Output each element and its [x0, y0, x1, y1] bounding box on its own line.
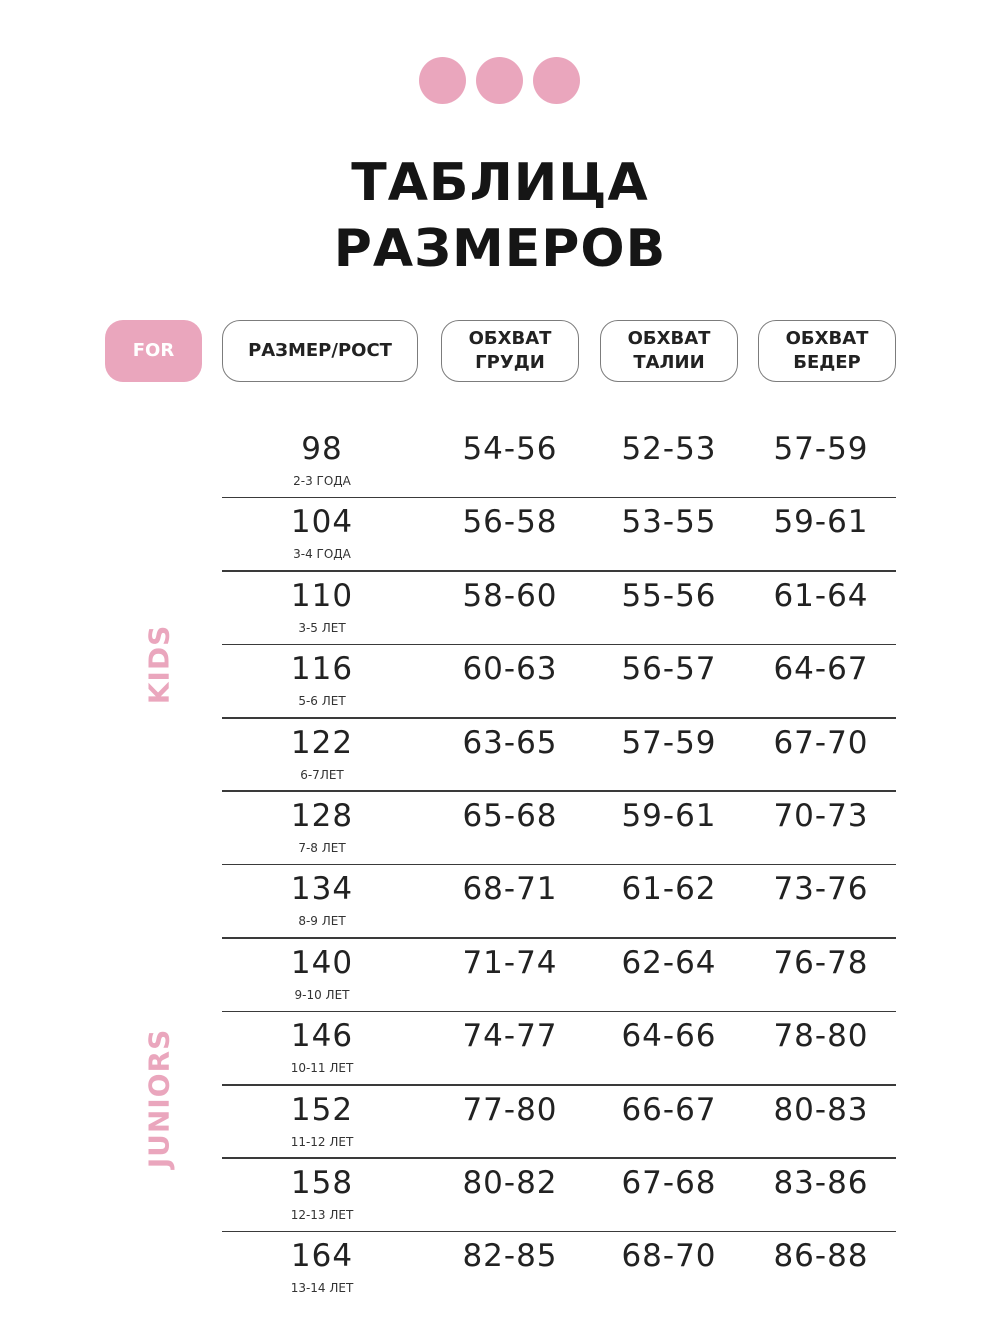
- size-value: 164: [290, 1238, 354, 1275]
- page-title-line1: ТАБЛИЦА: [351, 153, 649, 213]
- chest-value: 63-65: [462, 724, 558, 761]
- header-hips-line2: БЕДЕР: [793, 352, 861, 373]
- table-row: [222, 792, 896, 865]
- age-range: 6-7ЛЕТ: [300, 767, 344, 782]
- chest-value: 58-60: [462, 577, 558, 614]
- age-range: 13-14 ЛЕТ: [290, 1281, 354, 1296]
- table-row: [222, 1232, 896, 1305]
- size-value: 110: [290, 577, 354, 614]
- header-chest-line1: ОБХВАТ: [468, 328, 552, 349]
- size-value: 98: [301, 431, 343, 467]
- table-row: [222, 1159, 896, 1232]
- header-hips: [758, 320, 896, 382]
- table-row: [222, 865, 896, 938]
- age-range: 9-10 ЛЕТ: [294, 987, 350, 1002]
- waist-value: 53-55: [621, 504, 717, 541]
- waist-value: 52-53: [621, 431, 717, 467]
- hips-value: 59-61: [773, 504, 869, 541]
- chest-value: 74-77: [462, 1018, 558, 1055]
- size-value: 152: [290, 1091, 354, 1128]
- age-range: 3-4 ГОДА: [293, 547, 351, 562]
- side-label-juniors: JUNIORS: [142, 1028, 176, 1169]
- table-row: [222, 1012, 896, 1085]
- header-waist-line1: ОБХВАТ: [627, 328, 711, 349]
- age-range: 11-12 ЛЕТ: [290, 1134, 354, 1149]
- header-waist: [600, 320, 738, 382]
- decorative-dots: [419, 57, 580, 104]
- chest-value: 68-71: [462, 871, 558, 908]
- age-range: 2-3 ГОДА: [293, 474, 351, 488]
- waist-value: 61-62: [621, 871, 717, 908]
- hips-value: 76-78: [773, 944, 869, 981]
- side-label-kids: KIDS: [142, 624, 176, 705]
- hips-value: 67-70: [773, 724, 869, 761]
- hips-value: 80-83: [773, 1091, 869, 1128]
- size-value: 122: [290, 724, 354, 761]
- chest-value: 54-56: [462, 431, 558, 467]
- hips-value: 61-64: [773, 577, 869, 614]
- waist-value: 62-64: [621, 944, 717, 981]
- page-title: [0, 150, 1000, 282]
- age-range: 3-5 ЛЕТ: [298, 620, 346, 635]
- chest-value: 82-85: [462, 1238, 558, 1275]
- size-table: [222, 425, 896, 1306]
- waist-value: 56-57: [621, 651, 717, 688]
- hips-value: 73-76: [773, 871, 869, 908]
- waist-value: 57-59: [621, 724, 717, 761]
- waist-value: 55-56: [621, 577, 717, 614]
- size-value: 116: [290, 651, 354, 688]
- hips-value: 78-80: [773, 1018, 869, 1055]
- chest-value: 80-82: [462, 1164, 558, 1201]
- age-range: 8-9 ЛЕТ: [298, 914, 346, 929]
- size-value: 158: [290, 1164, 354, 1201]
- hips-value: 83-86: [773, 1164, 869, 1201]
- hips-value: 86-88: [773, 1238, 869, 1275]
- header-size-height: РАЗМЕР/РОСТ: [222, 320, 418, 382]
- size-value: 140: [290, 944, 354, 981]
- table-row: [222, 645, 896, 718]
- size-value: 104: [290, 504, 354, 541]
- waist-value: 67-68: [621, 1164, 717, 1201]
- table-row: [222, 425, 896, 498]
- page-title-line2: РАЗМЕРОВ: [333, 219, 667, 279]
- table-row: [222, 498, 896, 571]
- dot-icon: [419, 57, 466, 104]
- chest-value: 65-68: [462, 797, 558, 834]
- waist-value: 68-70: [621, 1238, 717, 1275]
- size-value: 128: [290, 797, 354, 834]
- age-range: 7-8 ЛЕТ: [298, 840, 346, 855]
- table-row: [222, 719, 896, 792]
- age-range: 5-6 ЛЕТ: [298, 694, 346, 709]
- dot-icon: [533, 57, 580, 104]
- waist-value: 66-67: [621, 1091, 717, 1128]
- hips-value: 57-59: [773, 431, 869, 467]
- hips-value: 64-67: [773, 651, 869, 688]
- size-value: 134: [290, 871, 354, 908]
- header-chest: [441, 320, 579, 382]
- header-for: FOR: [105, 320, 202, 382]
- dot-icon: [476, 57, 523, 104]
- waist-value: 64-66: [621, 1018, 717, 1055]
- chest-value: 77-80: [462, 1091, 558, 1128]
- age-range: 12-13 ЛЕТ: [290, 1207, 354, 1222]
- header-chest-line2: ГРУДИ: [475, 352, 545, 373]
- table-row: [222, 1086, 896, 1159]
- header-waist-line2: ТАЛИИ: [633, 352, 705, 373]
- chest-value: 71-74: [462, 944, 558, 981]
- age-range: 10-11 ЛЕТ: [290, 1061, 354, 1076]
- chest-value: 56-58: [462, 504, 558, 541]
- waist-value: 59-61: [621, 797, 717, 834]
- table-row: [222, 939, 896, 1012]
- hips-value: 70-73: [773, 797, 869, 834]
- size-value: 146: [290, 1018, 354, 1055]
- header-hips-line1: ОБХВАТ: [785, 328, 869, 349]
- table-row: [222, 572, 896, 645]
- chest-value: 60-63: [462, 651, 558, 688]
